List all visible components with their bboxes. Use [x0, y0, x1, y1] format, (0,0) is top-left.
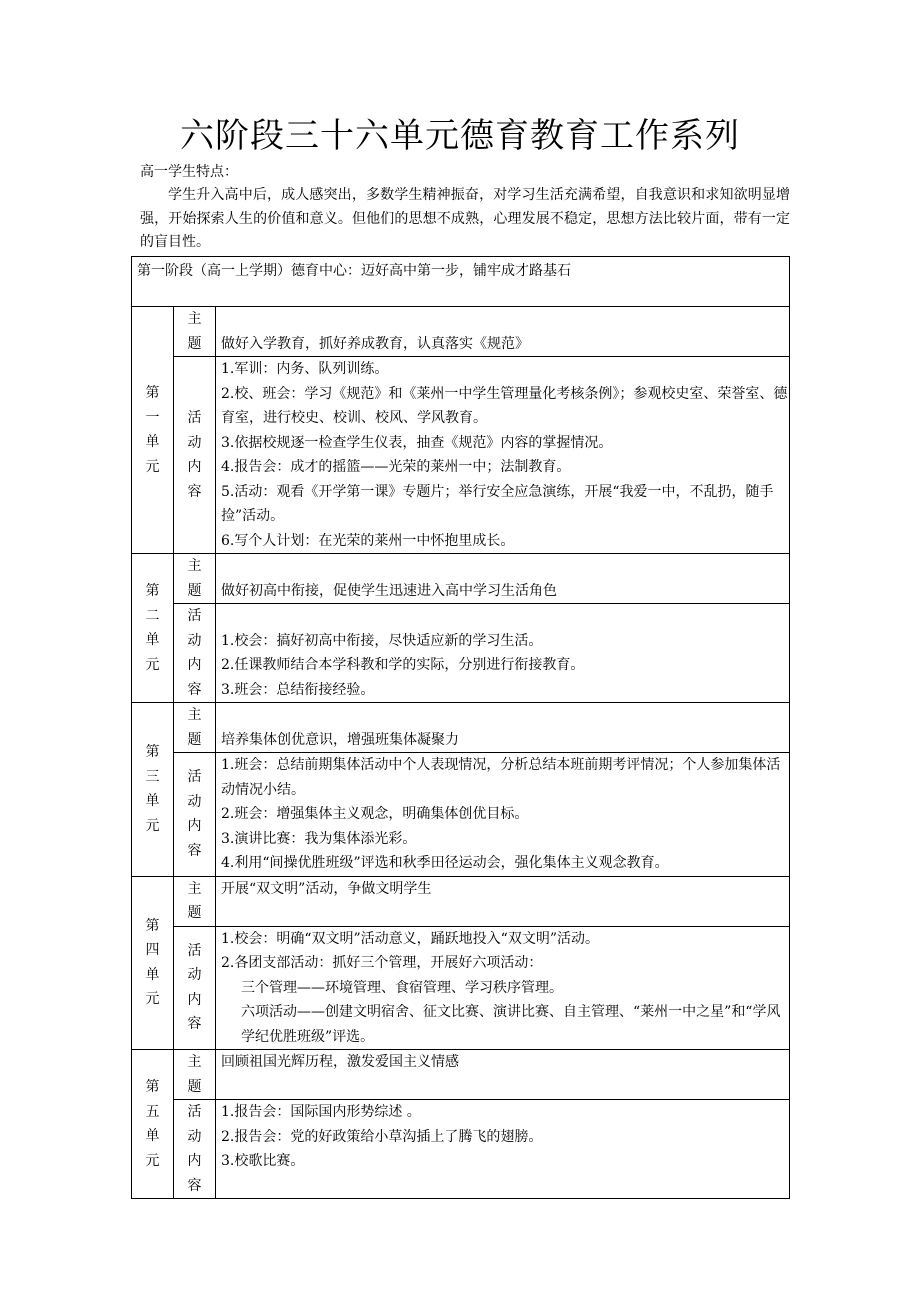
- activity-item: 3.依据校规逐一检查学生仪表，抽查《规范》内容的掌握情况。: [221, 434, 613, 451]
- activity-item: 4.利用“间操优胜班级”评选和秋季田径运动会，强化集体主义观念教育。: [221, 855, 669, 871]
- activity-item: 2.报告会：党的好政策给小草沟插上了腾飞的翅膀。: [221, 1128, 543, 1145]
- stage-row: [132, 257, 790, 307]
- activity-item: 4.报告会：成才的摇篮——光荣的莱州一中；法制教育。: [221, 459, 571, 475]
- activity-item: 3.班会：总结衔接经验。: [221, 681, 375, 698]
- activity-item: 3.校歌比赛。: [221, 1153, 305, 1169]
- unit-name-cell: [132, 1050, 174, 1199]
- unit-theme: [216, 876, 790, 926]
- unit-3-theme-row: [132, 703, 790, 753]
- activity-item: 1.军训：内务、队列训练。: [221, 361, 389, 377]
- theme-text: 回顾祖国光辉历程，激发爱国主义情感: [221, 1054, 459, 1070]
- unit-1-activity-row: [132, 357, 790, 554]
- activity-item: 3.演讲比赛：我为集体添光彩。: [221, 830, 417, 847]
- unit-name-cell: [132, 703, 174, 877]
- unit-2-theme-row: [132, 554, 790, 604]
- activity-label-cell: [174, 357, 216, 554]
- theme-label-cell: [174, 554, 216, 604]
- activity-item: 2.任课教师结合本学科教和学的实际，分别进行衔接教育。: [221, 657, 585, 673]
- unit-name: 第五单元: [145, 1079, 160, 1169]
- plan-table: [131, 256, 790, 1199]
- theme-text: 做好初高中衔接，促使学生迅速进入高中学习生活角色: [221, 582, 557, 599]
- sub-activity-item: 三个管理——环境管理、食宿管理、学习秩序管理。: [241, 979, 563, 996]
- document-title: 六阶段三十六单元德育教育工作系列: [180, 116, 740, 156]
- activity-item: 1.校会：搞好初高中衔接，尽快适应新的学习生活。: [221, 632, 543, 649]
- theme-label: 主题: [187, 558, 202, 599]
- subheading: 高一学生特点：: [140, 164, 238, 180]
- theme-text: 开展“双文明”活动，争做文明学生: [221, 880, 432, 897]
- unit-3-activity-row: [132, 753, 790, 877]
- theme-label: 主题: [187, 311, 202, 352]
- activity-label: 活动内容: [187, 410, 202, 500]
- unit-name-cell: [132, 554, 174, 703]
- activity-item: 6.写个人计划：在光荣的莱州一中怀抱里成长。: [221, 532, 515, 549]
- theme-label-cell: [174, 1050, 216, 1100]
- unit-name: 第二单元: [145, 583, 160, 673]
- sub-activity-item: 六项活动——创建文明宿舍、征文比赛、演讲比赛、自主管理、“莱州一中之星”和“学风学纪优胜班级”评选。: [241, 1004, 781, 1045]
- activity-list: [216, 357, 790, 554]
- unit-theme: [216, 703, 790, 753]
- theme-label: 主题: [187, 1054, 202, 1095]
- unit-name-cell: [132, 307, 174, 554]
- activity-list: [216, 753, 790, 877]
- unit-1-theme-row: [132, 307, 790, 357]
- activity-label: 活动内容: [187, 1104, 202, 1194]
- theme-label-cell: [174, 307, 216, 357]
- activity-item: 2.班会：增强集体主义观念，明确集体创优目标。: [221, 806, 529, 822]
- activity-label-cell: [174, 604, 216, 703]
- unit-name: 第四单元: [145, 917, 160, 1008]
- theme-label: 主题: [187, 880, 202, 921]
- unit-theme: [216, 307, 790, 357]
- activity-item: 1.校会：明确“双文明”活动意义，踊跃地投入“双文明”活动。: [221, 930, 599, 947]
- unit-theme: [216, 1050, 790, 1100]
- activity-item: 2.校、班会：学习《规范》和《莱州一中学生管理量化考核条例》；参观校史室、荣誉室、德育室，进行校史、校训、校风、学风教育。: [221, 385, 788, 426]
- activity-item: 5.活动：观看《开学第一课》专题片；举行安全应急演练，开展“我爱一中，不乱扔，随手捡”活动。: [221, 483, 774, 524]
- stage-heading: 第一阶段（高一上学期）德育中心：迈好高中第一步，铺牢成才路基石: [132, 257, 790, 307]
- unit-name-cell: [132, 876, 174, 1050]
- activity-list: [216, 926, 790, 1050]
- unit-name: 第一单元: [145, 385, 160, 475]
- activity-label: 活动内容: [187, 608, 202, 698]
- activity-list: [216, 1100, 790, 1199]
- activity-item: 2.各团支部活动：抓好三个管理，开展好六项活动：: [221, 955, 543, 971]
- intro-paragraph: 学生升入高中后，成人感突出，多数学生精神振奋，对学习生活充满希望，自我意识和求知欲明显增强，开始探索人生的价值和意义。但他们的思想不成熟，心理发展不稳定，思想方法比较片面，带有一定的盲目性。: [140, 187, 790, 250]
- theme-label-cell: [174, 703, 216, 753]
- activity-label: 活动内容: [187, 769, 202, 859]
- activity-list: [216, 604, 790, 703]
- unit-5-theme-row: [132, 1050, 790, 1100]
- activity-item: 1.报告会：国际国内形势综述 。: [221, 1104, 421, 1120]
- theme-label-cell: [174, 876, 216, 926]
- theme-label: 主题: [187, 707, 202, 748]
- unit-4-activity-row: [132, 926, 790, 1050]
- theme-text: 做好入学教育，抓好养成教育，认真落实《规范》: [221, 335, 529, 352]
- activity-item: 1.班会：总结前期集体活动中个人表现情况，分析总结本班前期考评情况；个人参加集体活动情况小结。: [221, 757, 781, 798]
- activity-label: 活动内容: [187, 942, 202, 1033]
- activity-label-cell: [174, 1100, 216, 1199]
- activity-label-cell: [174, 926, 216, 1050]
- unit-theme: [216, 554, 790, 604]
- unit-name: 第三单元: [145, 744, 160, 834]
- unit-5-activity-row: [132, 1100, 790, 1199]
- unit-4-theme-row: [132, 876, 790, 926]
- theme-text: 培养集体创优意识，增强班集体凝聚力: [221, 731, 459, 748]
- activity-label-cell: [174, 753, 216, 877]
- unit-2-activity-row: [132, 604, 790, 703]
